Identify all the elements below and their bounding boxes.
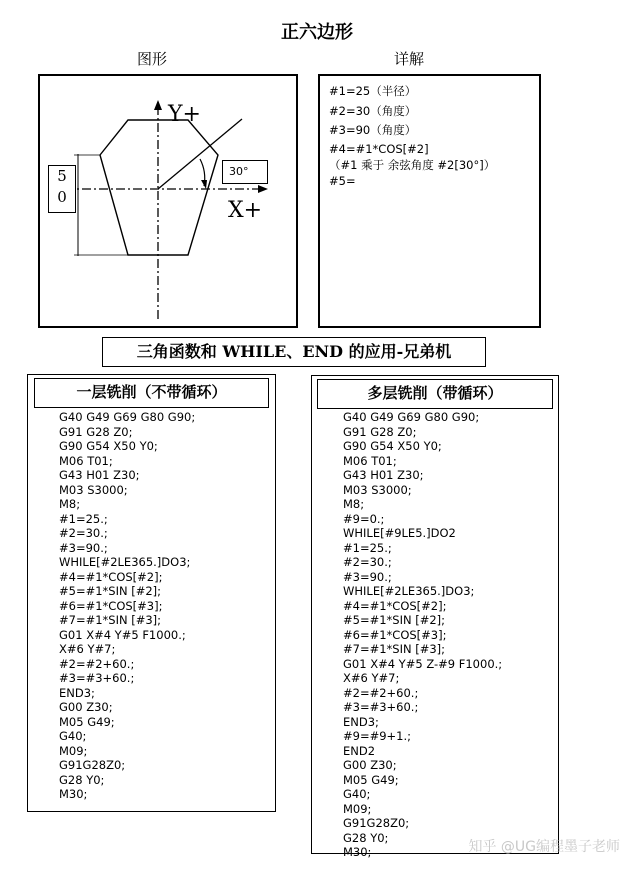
code-line: END3; (343, 714, 379, 729)
detail-line: #5= (329, 173, 356, 188)
code-line: WHILE[#2LE365.]DO3; (59, 555, 191, 569)
code-line: M05 G49; (59, 714, 115, 729)
code-line: G00 Z30; (59, 700, 113, 714)
code-line: M30; (59, 787, 88, 801)
code-line: M03 S3000; (343, 482, 412, 497)
code-line: G90 G54 X50 Y0; (59, 439, 158, 453)
code-line: #5=#1*SIN [#2]; (343, 613, 446, 627)
code-line: M03 S3000; (59, 482, 128, 497)
code-line: WHILE[#2LE365.]DO3; (343, 584, 475, 598)
code-line: #2=#2+60.; (59, 656, 135, 671)
y-axis-label: Y+ (168, 102, 201, 127)
code-line: #6=#1*COS[#3]; (343, 627, 447, 642)
code-line: #3=90.; (59, 540, 108, 555)
code-line: M06 T01; (343, 453, 397, 468)
multi-layer-title: 多层铣削（带循环） (317, 379, 553, 409)
code-line: M09; (59, 743, 88, 758)
code-line: G91G28Z0; (343, 816, 410, 830)
code-line: #6=#1*COS[#3]; (59, 598, 163, 613)
code-line: END2 (343, 743, 376, 758)
code-line: #3=90.; (343, 569, 392, 584)
code-line: G43 H01 Z30; (343, 468, 424, 482)
code-line: G40 G49 G69 G80 G90; (59, 410, 196, 424)
code-line: #3=#3+60.; (59, 671, 135, 685)
x-axis-label: X+ (228, 198, 263, 223)
dimension-label-box (48, 165, 76, 213)
single-layer-code (59, 410, 195, 802)
code-line: #9=#9+1.; (343, 729, 412, 743)
code-line: M8; (59, 497, 81, 511)
code-line: M05 G49; (343, 772, 399, 787)
detail-line: #3=90（角度） (329, 123, 417, 137)
code-line: #4=#1*COS[#2]; (59, 569, 163, 584)
section-banner: 三角函数和 WHILE、END 的应用-兄弟机 (102, 337, 486, 367)
code-line: #1=25.; (343, 540, 392, 555)
single-layer-panel (27, 374, 276, 812)
dimension-digit: 5 (57, 167, 67, 185)
code-line: G90 G54 X50 Y0; (343, 439, 442, 453)
figure-box (38, 74, 298, 328)
code-line: M30; (343, 845, 372, 859)
code-line: END3; (59, 685, 95, 700)
code-line: G40; (59, 729, 87, 743)
code-line: G40; (343, 787, 371, 801)
figure-heading: 图形 (137, 50, 168, 68)
multi-layer-code (343, 410, 502, 860)
code-line: M06 T01; (59, 453, 113, 468)
code-line: #1=25.; (59, 511, 108, 526)
detail-line: #1=25（半径） (329, 84, 417, 98)
code-line: G01 X#4 Y#5 Z-#9 F1000.; (343, 656, 503, 671)
code-line: X#6 Y#7; (59, 642, 116, 656)
code-line: #9=0.; (343, 511, 385, 526)
single-layer-title: 一层铣削（不带循环） (34, 378, 269, 408)
code-line: #7=#1*SIN [#3]; (59, 613, 162, 627)
dimension-digit: 0 (57, 188, 67, 206)
code-line: G01 X#4 Y#5 F1000.; (59, 627, 186, 642)
code-line: #4=#1*COS[#2]; (343, 598, 447, 613)
code-line: G91 G28 Z0; (59, 424, 133, 439)
detail-line: （#1 乘于 余弦角度 #2[30°]） (329, 157, 496, 172)
code-line: G00 Z30; (343, 758, 397, 772)
code-line: G28 Y0; (343, 830, 389, 845)
code-line: G40 G49 G69 G80 G90; (343, 410, 480, 424)
code-line: #2=#2+60.; (343, 685, 419, 700)
code-line: #7=#1*SIN [#3]; (343, 642, 446, 656)
code-line: #3=#3+60.; (343, 700, 419, 714)
code-line: M8; (343, 497, 365, 511)
code-line: G43 H01 Z30; (59, 468, 140, 482)
x-axis-arrow (258, 185, 268, 193)
angle-label: 30° (222, 160, 268, 184)
multi-layer-panel (311, 375, 559, 859)
code-line: G91 G28 Z0; (343, 424, 417, 439)
detail-heading: 详解 (394, 50, 425, 68)
watermark: 知乎 @UG编程墨子老师 (468, 839, 620, 855)
code-line: G28 Y0; (59, 772, 105, 787)
code-line: WHILE[#9LE5.]DO2 (343, 526, 456, 540)
detail-line: #2=30（角度） (329, 103, 417, 118)
code-line: #5=#1*SIN [#2]; (59, 584, 162, 598)
code-line: #2=30.; (59, 526, 108, 540)
detail-box (318, 74, 541, 328)
code-line: G91G28Z0; (59, 758, 126, 772)
code-line: M09; (343, 801, 372, 816)
code-line: #2=30.; (343, 555, 392, 569)
code-line: X#6 Y#7; (343, 671, 400, 685)
page-title: 正六边形 (281, 22, 353, 43)
detail-line: #4=#1*COS[#2] (329, 141, 429, 156)
y-axis-arrow (154, 100, 162, 110)
